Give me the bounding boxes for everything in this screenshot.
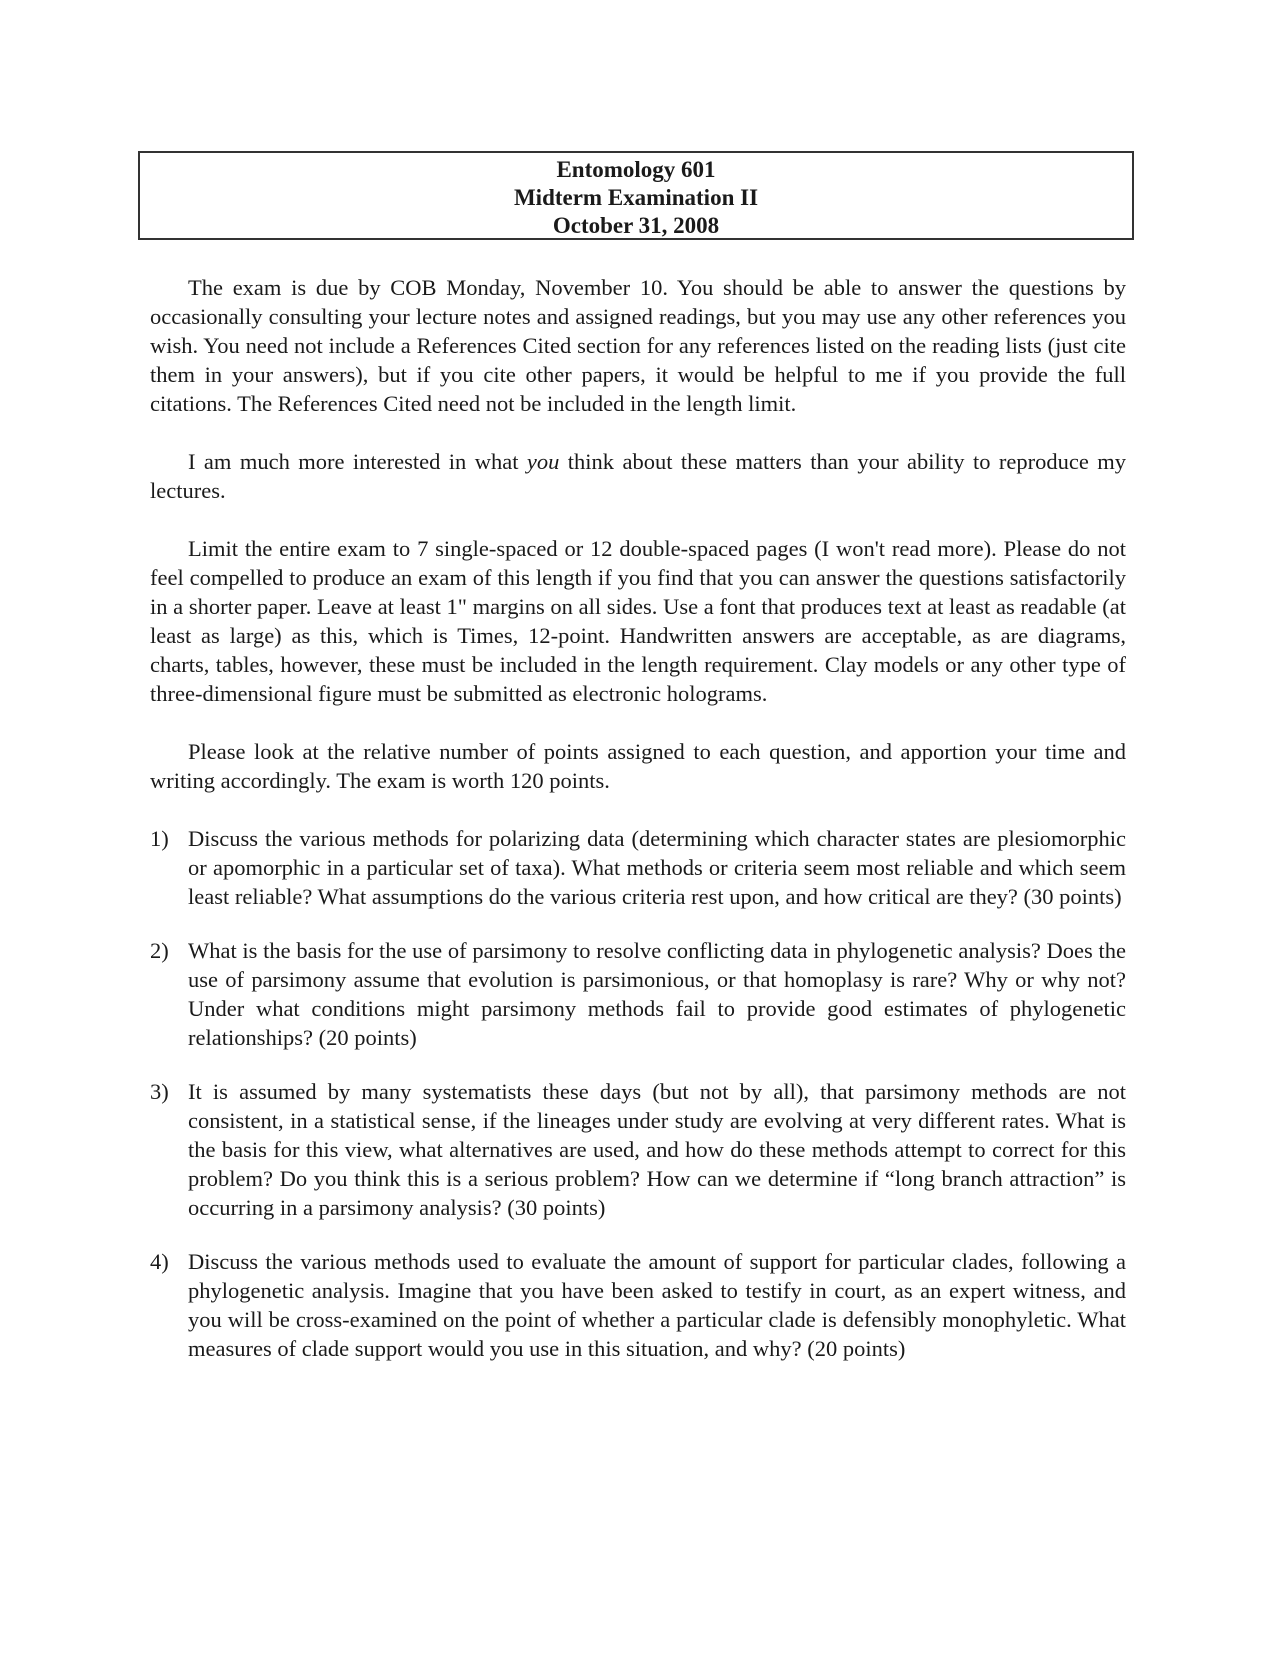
question-number: 1)	[150, 826, 169, 851]
question-text: What is the basis for the use of parsimony to resolve conflicting data in phylogenetic analysis? Does the use of parsimony assume that evolution is parsimonious, or that homoplasy is rare? Why or why not? Under what conditions might parsimony methods fail to provide good estimates of phylogenetic relationships? (20 points)	[188, 938, 1126, 1050]
exam-date: October 31, 2008	[552, 213, 720, 238]
question-text: It is assumed by many systematists these days (but not by all), that parsimony methods are not consistent, in a statistical sense, if the lineages under study are evolving at very different rates. What is the basis for this view, what alternatives are used, and how do these methods attempt to correct for this problem? Do you think this is a serious problem? How can we determine if “long branch attraction” is occurring in a parsimony analysis? (30 points)	[188, 1079, 1126, 1220]
question-text: Discuss the various methods for polarizing data (determining which character states are plesiomorphic or apomorphic in a particular set of taxa). What methods or criteria seem most reliable and which seem least reliable? What assumptions do the various criteria rest upon, and how critical are they? (30 points)	[188, 826, 1126, 909]
question-number: 2)	[150, 938, 169, 963]
instructions-paragraph-3: Limit the entire exam to 7 single-spaced or 12 double-spaced pages (I won't read more). Please do not feel compelled to produce an exam of this length if you find that you can answer the questions satisfactorily in a shorter paper. Leave at least 1" margins on all sides. Use a font that produces text at least as readable (at least as large) as this, which is Times, 12-point. Handwritten answers are acceptable, as are diagrams, charts, tables, however, these must be included in the length requirement. Clay models or any other type of three-dimensional figure must be submitted as electronic holograms.	[150, 536, 1126, 706]
question-text: Discuss the various methods used to evaluate the amount of support for particular clades, following a phylogenetic analysis. Imagine that you have been asked to testify in court, as an expert witness, and you will be cross-examined on the point of whether a particular clade is defensibly monophyletic. What measures of clade support would you use in this situation, and why? (20 points)	[188, 1249, 1126, 1361]
course-title: Entomology 601	[556, 157, 716, 182]
instructions-paragraph-1: The exam is due by COB Monday, November 10. You should be able to answer the questions by occasionally consulting your lecture notes and assigned readings, but you may use any other references you wish. You need not include a References Cited section for any references listed on the reading lists (just cite them in your answers), but if you cite other papers, it would be helpful to me if you provide the full citations. The References Cited need not be included in the length limit.	[150, 275, 1126, 416]
question-list	[150, 824, 1126, 1363]
exam-title: Midterm Examination II	[513, 185, 759, 210]
p2-start: I am much more interested in what	[188, 449, 527, 474]
exam-body	[150, 273, 1126, 1388]
question-item	[150, 1077, 1126, 1222]
question-item	[150, 936, 1126, 1052]
p2-emphasis: you	[526, 449, 560, 474]
question-number: 3)	[150, 1079, 169, 1104]
p2-end: think about these matters than your ability to reproduce my lectures.	[150, 449, 1126, 503]
title-box	[138, 151, 1134, 240]
question-number: 4)	[150, 1249, 169, 1274]
question-item	[150, 1247, 1126, 1363]
instructions-paragraph-2	[150, 447, 1126, 505]
instructions-paragraph-4: Please look at the relative number of points assigned to each question, and apportion your time and writing accordingly. The exam is worth 120 points.	[150, 739, 1126, 793]
question-item	[150, 824, 1126, 911]
